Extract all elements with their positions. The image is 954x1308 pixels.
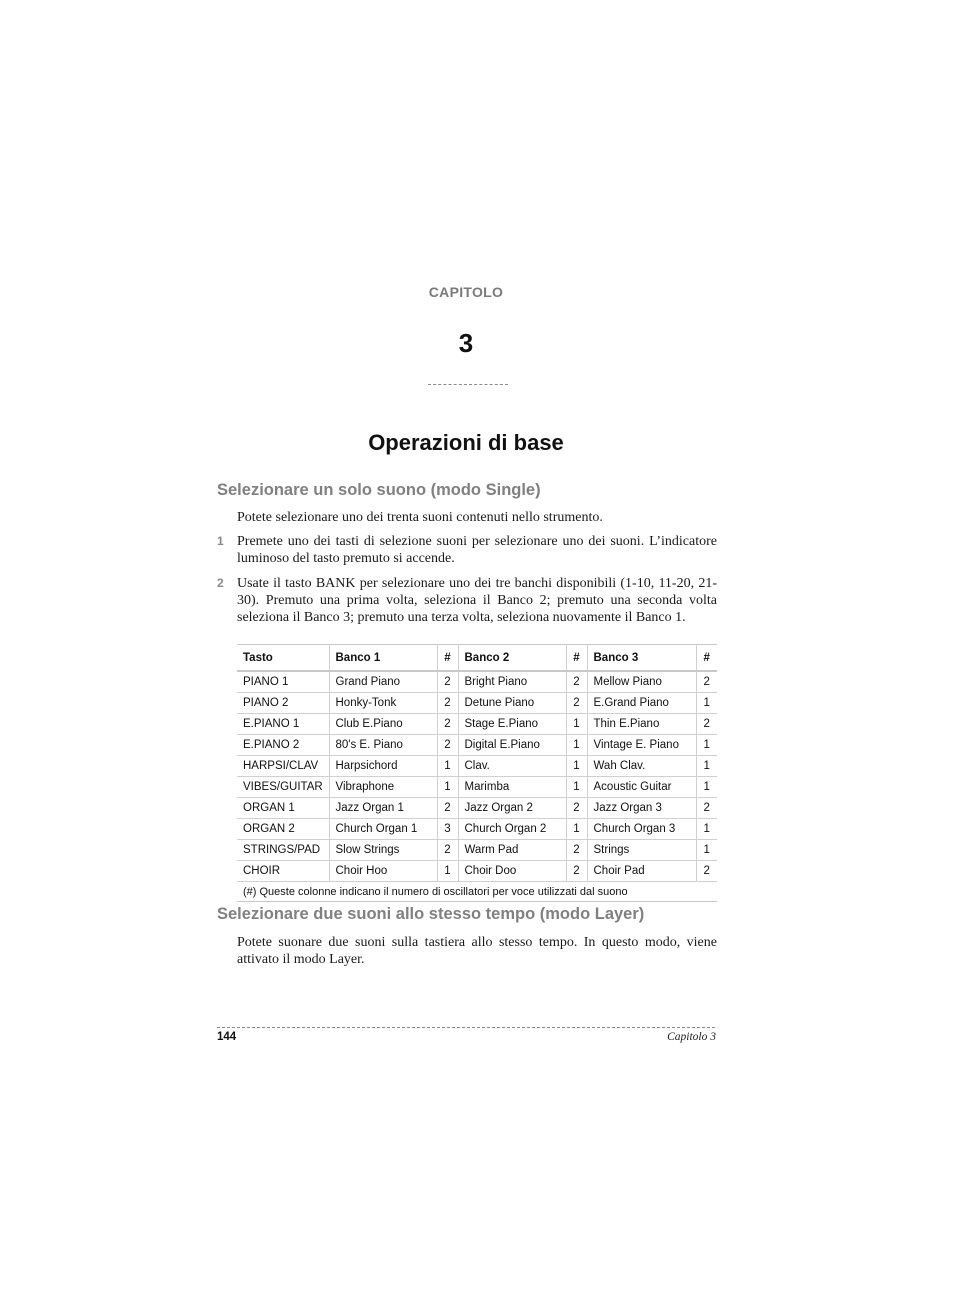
table-cell: ORGAN 1 — [237, 798, 329, 819]
table-cell: 2 — [696, 714, 717, 735]
table-row — [237, 671, 717, 693]
table-cell: E.PIANO 2 — [237, 735, 329, 756]
step-number: 2 — [217, 576, 224, 590]
table-cell: Church Organ 3 — [587, 819, 696, 840]
table-cell: PIANO 2 — [237, 693, 329, 714]
table-cell: Church Organ 1 — [329, 819, 437, 840]
table-row — [237, 777, 717, 798]
table-row — [237, 840, 717, 861]
header-cell: # — [437, 645, 458, 672]
header-cell: Banco 3 — [587, 645, 696, 672]
table-cell: Marimba — [458, 777, 566, 798]
footer-divider — [217, 1027, 715, 1028]
table-cell: Club E.Piano — [329, 714, 437, 735]
table-cell: 1 — [696, 840, 717, 861]
table-cell: 80's E. Piano — [329, 735, 437, 756]
table-cell: STRINGS/PAD — [237, 840, 329, 861]
table-cell: 2 — [437, 693, 458, 714]
chapter-label: CAPITOLO — [428, 284, 504, 300]
table-cell: Vintage E. Piano — [587, 735, 696, 756]
table-cell: HARPSI/CLAV — [237, 756, 329, 777]
table-cell: 2 — [437, 671, 458, 693]
table-header-row — [237, 645, 717, 672]
table-cell: Bright Piano — [458, 671, 566, 693]
sound-table — [237, 644, 717, 902]
table-cell: 2 — [696, 798, 717, 819]
chapter-title: Operazioni di base — [368, 430, 564, 455]
table-cell: Choir Pad — [587, 861, 696, 882]
step-text: Premete uno dei tasti di selezione suoni per selezionare uno dei suoni. L’indicatore luminoso del tasto premuto si accende. — [237, 534, 717, 566]
layer-paragraph: Potete suonare due suoni sulla tastiera allo stesso tempo. In questo modo, viene attivato il modo Layer. — [237, 935, 717, 967]
table-cell: E.PIANO 1 — [237, 714, 329, 735]
intro-paragraph: Potete selezionare uno dei trenta suoni contenuti nello strumento. — [237, 510, 603, 525]
section-heading-single: Selezionare un solo suono (modo Single) — [217, 481, 541, 499]
table-cell: Digital E.Piano — [458, 735, 566, 756]
table-cell: Jazz Organ 1 — [329, 798, 437, 819]
table-cell: VIBES/GUITAR — [237, 777, 329, 798]
table-cell: Harpsichord — [329, 756, 437, 777]
table-cell: Grand Piano — [329, 671, 437, 693]
table-cell: Choir Doo — [458, 861, 566, 882]
table-cell: Stage E.Piano — [458, 714, 566, 735]
table-cell: Mellow Piano — [587, 671, 696, 693]
table-cell: Slow Strings — [329, 840, 437, 861]
table-row — [237, 714, 717, 735]
table-cell: 1 — [566, 735, 587, 756]
table-cell: Jazz Organ 2 — [458, 798, 566, 819]
table-cell: 2 — [566, 693, 587, 714]
chapter-number: 3 — [458, 328, 474, 358]
table-cell: Vibraphone — [329, 777, 437, 798]
running-head: Capitolo 3 — [667, 1031, 716, 1043]
header-cell: Banco 2 — [458, 645, 566, 672]
table-row — [237, 756, 717, 777]
table-cell: 2 — [566, 671, 587, 693]
table-cell: Warm Pad — [458, 840, 566, 861]
step-text: Usate il tasto BANK per selezionare uno dei tre banchi disponibili (1-10, 11-20, 21-30). Premuto una prima volta, seleziona il Banco 2; premuto una seconda volta seleziona il Banco 3; premuto una terza volta, seleziona nuovamente il Banco 1. — [237, 576, 717, 625]
table-row — [237, 861, 717, 882]
table-cell: 2 — [696, 671, 717, 693]
table-cell: Thin E.Piano — [587, 714, 696, 735]
header-cell: Tasto — [237, 645, 329, 672]
table-row — [237, 693, 717, 714]
table-cell: Jazz Organ 3 — [587, 798, 696, 819]
table-cell: CHOIR — [237, 861, 329, 882]
step-number: 1 — [217, 534, 224, 548]
table-note-row — [237, 882, 717, 902]
table-cell: 2 — [566, 861, 587, 882]
table-cell: 2 — [437, 798, 458, 819]
table-cell: E.Grand Piano — [587, 693, 696, 714]
table-cell: Wah Clav. — [587, 756, 696, 777]
section-heading-layer: Selezionare due suoni allo stesso tempo (modo Layer) — [217, 905, 645, 923]
table-cell: Strings — [587, 840, 696, 861]
table-cell: Acoustic Guitar — [587, 777, 696, 798]
table-cell: 1 — [696, 777, 717, 798]
table-cell: 1 — [696, 693, 717, 714]
table-cell: 1 — [696, 819, 717, 840]
table-cell: ORGAN 2 — [237, 819, 329, 840]
table-cell: 3 — [437, 819, 458, 840]
header-cell: Banco 1 — [329, 645, 437, 672]
table-cell: 2 — [437, 714, 458, 735]
header-cell: # — [566, 645, 587, 672]
table-cell: Church Organ 2 — [458, 819, 566, 840]
table-cell: 1 — [437, 777, 458, 798]
table-cell: 1 — [696, 756, 717, 777]
table-cell: 1 — [566, 777, 587, 798]
table-cell: PIANO 1 — [237, 671, 329, 693]
table-row — [237, 819, 717, 840]
table-cell: 2 — [566, 798, 587, 819]
table-cell: 1 — [566, 819, 587, 840]
table-cell: 1 — [437, 861, 458, 882]
table-cell: Honky-Tonk — [329, 693, 437, 714]
table-cell: 2 — [437, 735, 458, 756]
table-cell: Clav. — [458, 756, 566, 777]
table-row — [237, 798, 717, 819]
table-note: (#) Queste colonne indicano il numero di oscillatori per voce utilizzati dal suono — [237, 882, 717, 902]
page-number: 144 — [217, 1031, 237, 1043]
table-cell: 1 — [566, 756, 587, 777]
table-cell: Choir Hoo — [329, 861, 437, 882]
table-cell: 1 — [566, 714, 587, 735]
table-cell: Detune Piano — [458, 693, 566, 714]
header-cell: # — [696, 645, 717, 672]
table-cell: 2 — [696, 861, 717, 882]
chapter-divider — [428, 384, 508, 385]
table-cell: 1 — [696, 735, 717, 756]
table-cell: 1 — [437, 756, 458, 777]
table-cell: 2 — [566, 840, 587, 861]
table-cell: 2 — [437, 840, 458, 861]
table-row — [237, 735, 717, 756]
